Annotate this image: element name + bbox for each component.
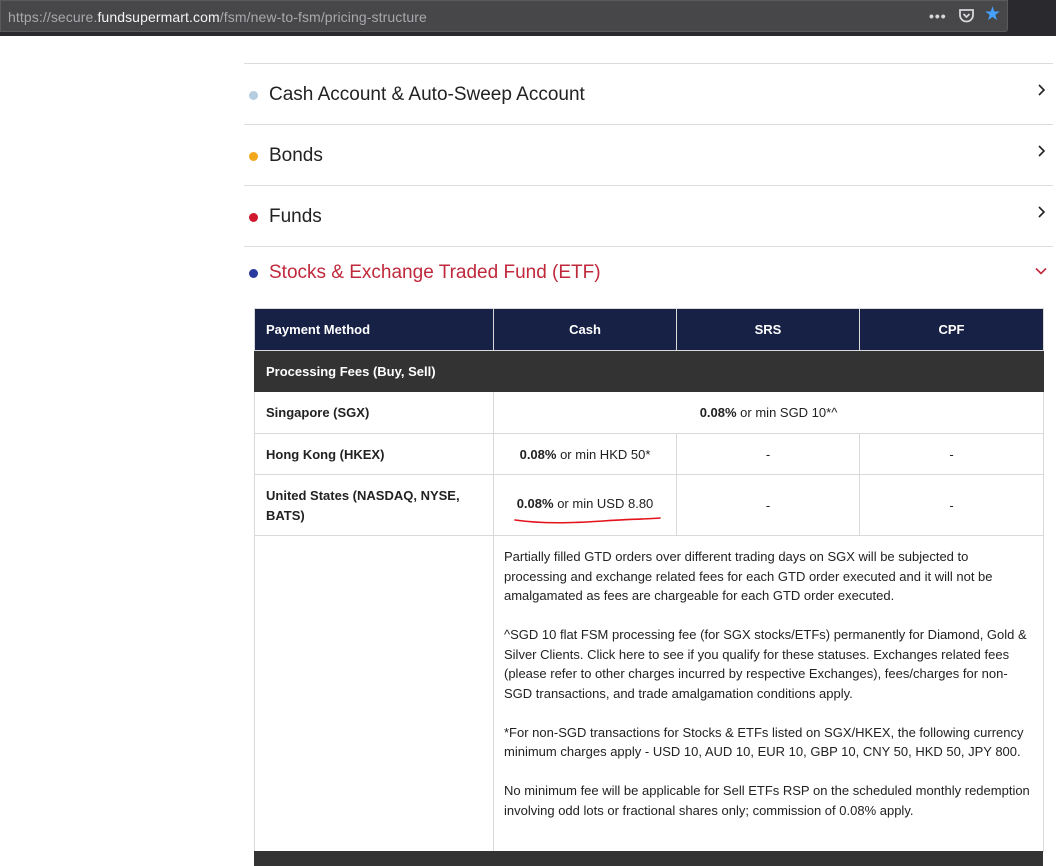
url-bar[interactable]: [0, 0, 1008, 32]
notes-row: [255, 536, 1044, 852]
fee-cell: 0.08% or min SGD 10*^: [494, 392, 1044, 434]
url-text[interactable]: https://secure.fundsupermart.com/fsm/new-to-fsm/pricing-structure: [8, 9, 427, 25]
accordion-item-stocks-etf[interactable]: [244, 246, 1053, 301]
market-label: United States (NASDAQ, NYSE, BATS): [255, 475, 494, 536]
column-header: Payment Method: [255, 309, 494, 351]
column-header: SRS: [677, 309, 860, 351]
chevron-right-icon[interactable]: [1037, 145, 1047, 155]
next-section-bar: [254, 851, 1043, 866]
note-paragraph: Partially filled GTD orders over different trading days on SGX will be subjected to processing and exchange related fees for each GTD order executed and it will not be amalgamated as fees are chargeable for each GTD order executed.: [504, 549, 993, 603]
accordion-item-cash-account[interactable]: [244, 63, 1053, 124]
bullet-dot: [249, 91, 258, 100]
table-row: [255, 475, 1044, 536]
column-header: Cash: [494, 309, 677, 351]
accordion-title: Bonds: [269, 145, 323, 166]
fee-cell: 0.08% or min HKD 50*: [494, 434, 677, 475]
section-row: [255, 351, 1044, 392]
chevron-right-icon[interactable]: [1037, 84, 1047, 94]
accordion-title: Funds: [269, 206, 322, 227]
chevron-right-icon[interactable]: [1037, 206, 1047, 216]
star-icon[interactable]: ★: [984, 4, 1002, 25]
accordion-title: Stocks & Exchange Traded Fund (ETF): [269, 262, 601, 283]
red-underline-annotation: [513, 514, 663, 526]
fee-cell: 0.08% or min USD 8.80: [494, 475, 677, 536]
browser-toolbar: [0, 0, 1056, 36]
pricing-table: [254, 308, 1044, 852]
bullet-dot: [249, 269, 258, 278]
note-paragraph: No minimum fee will be applicable for Sell ETFs RSP on the scheduled monthly redemption involving odd lots or fractional shares only; commission of 0.08% apply.: [504, 783, 1030, 818]
accordion-item-bonds[interactable]: [244, 124, 1053, 185]
pocket-icon[interactable]: [958, 7, 975, 30]
srs-cell: -: [677, 475, 860, 536]
accordion-title: Cash Account & Auto-Sweep Account: [269, 84, 585, 105]
table-row: [255, 434, 1044, 475]
chevron-down-icon[interactable]: [1035, 267, 1047, 277]
more-horizontal-icon[interactable]: •••: [929, 8, 947, 24]
bullet-dot: [249, 213, 258, 222]
market-label: Singapore (SGX): [255, 392, 494, 434]
empty-cell: [255, 536, 494, 852]
note-paragraph: ^SGD 10 flat FSM processing fee (for SGX stocks/ETFs) permanently for Diamond, Gold & Silver Clients. Click here to see if you qualify for these statuses. Exchanges related fees (please refer to other charges incurred by respective Exchanges), fees/charges for non-SGD transactions, and trade amalgamation conditions apply.: [504, 627, 1027, 701]
market-label: Hong Kong (HKEX): [255, 434, 494, 475]
srs-cell: -: [677, 434, 860, 475]
cpf-cell: -: [860, 475, 1044, 536]
table-header-row: [255, 309, 1044, 351]
table-row: [255, 392, 1044, 434]
notes-cell: [494, 536, 1044, 852]
column-header: CPF: [860, 309, 1044, 351]
bullet-dot: [249, 152, 258, 161]
accordion-item-funds[interactable]: [244, 185, 1053, 246]
note-paragraph: *For non-SGD transactions for Stocks & ETFs listed on SGX/HKEX, the following currency minimum charges apply - USD 10, AUD 10, EUR 10, GBP 10, CNY 50, HKD 50, JPY 800.: [504, 724, 1024, 759]
section-title: Processing Fees (Buy, Sell): [255, 351, 1044, 392]
cpf-cell: -: [860, 434, 1044, 475]
